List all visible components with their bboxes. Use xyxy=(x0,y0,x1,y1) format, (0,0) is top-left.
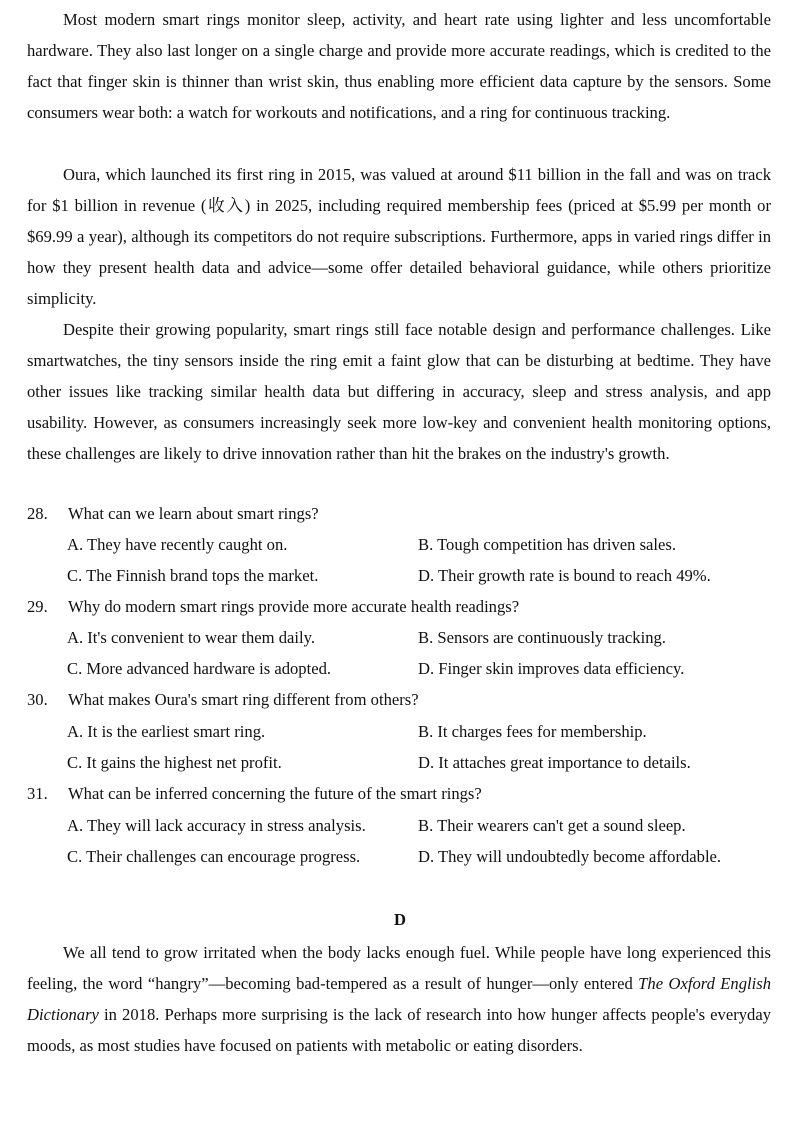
passage-d-text-before: We all tend to grow irritated when the body lacks enough fuel. While people have long experienced this feeling, the word “hangry”—becoming bad-tempered as a result of hunger—only entered xyxy=(27,943,771,993)
option-28-d[interactable]: D. Their growth rate is bound to reach 49%. xyxy=(418,566,711,585)
question-number: 28. xyxy=(27,504,48,523)
question-28 xyxy=(27,498,771,529)
question-stem: What makes Oura's smart ring different from others? xyxy=(68,690,419,709)
question-number: 30. xyxy=(27,690,48,709)
passage-paragraph-3-text: Despite their growing popularity, smart rings still face notable design and performance challenges. Like smartwatches, the tiny sensors inside the ring emit a faint glow that can be disturbing at bedtime. They have other issues like tracking similar health data but differing in accuracy, sleep and stress analysis, and app usability. However, as consumers increasingly seek more low-key and convenient health monitoring options, these challenges are likely to drive innovation rather than hit the brakes on the industry's growth. xyxy=(27,320,771,463)
passage-d-text-after: in 2018. Perhaps more surprising is the lack of research into how hunger affects people's everyday moods, as most studies have focused on patients with metabolic or eating disorders. xyxy=(27,1005,771,1055)
option-31-d[interactable]: D. They will undoubtedly become affordable. xyxy=(418,847,722,866)
question-stem: What can be inferred concerning the future of the smart rings? xyxy=(68,784,482,803)
dictionary-title: The Oxford English Dictionary xyxy=(27,974,772,1024)
passage-paragraph-1-text: Most modern smart rings monitor sleep, activity, and heart rate using lighter and less uncomfortable hardware. They also last longer on a single charge and provide more accurate readings, which is credited to the fact that finger skin is thinner than wrist skin, thus enabling more efficient data capture by the sensors. Some consumers wear both: a watch for workouts and notifications, and a ring for continuous tracking. xyxy=(27,10,771,122)
option-30-c[interactable]: C. It gains the highest net profit. xyxy=(67,753,282,772)
option-30-b[interactable]: B. It charges fees for membership. xyxy=(418,722,647,741)
question-31 xyxy=(27,778,771,809)
option-30-d[interactable]: D. It attaches great importance to details. xyxy=(418,753,691,772)
option-31-c[interactable]: C. Their challenges can encourage progress. xyxy=(67,847,361,866)
passage-paragraph-2 xyxy=(27,159,771,314)
option-29-b[interactable]: B. Sensors are continuously tracking. xyxy=(418,628,666,647)
question-stem: What can we learn about smart rings? xyxy=(68,504,319,523)
question-30 xyxy=(27,684,771,715)
question-number: 31. xyxy=(27,784,48,803)
option-29-d[interactable]: D. Finger skin improves data efficiency. xyxy=(418,659,685,678)
option-28-b[interactable]: B. Tough competition has driven sales. xyxy=(418,535,677,554)
question-stem: Why do modern smart rings provide more accurate health readings? xyxy=(68,597,520,616)
option-31-b[interactable]: B. Their wearers can't get a sound sleep. xyxy=(418,816,686,835)
question-29 xyxy=(27,591,771,622)
passage-paragraph-3 xyxy=(27,314,771,469)
option-31-a[interactable]: A. They will lack accuracy in stress analysis. xyxy=(67,816,366,835)
option-29-a[interactable]: A. It's convenient to wear them daily. xyxy=(67,628,315,647)
option-30-a[interactable]: A. It is the earliest smart ring. xyxy=(67,722,266,741)
passage-paragraph-1 xyxy=(27,4,771,128)
section-heading-d: D xyxy=(394,910,406,929)
question-number: 29. xyxy=(27,597,48,616)
option-29-c[interactable]: C. More advanced hardware is adopted. xyxy=(67,659,332,678)
option-28-c[interactable]: C. The Finnish brand tops the market. xyxy=(67,566,319,585)
passage-d-paragraph xyxy=(27,937,771,1061)
option-28-a[interactable]: A. They have recently caught on. xyxy=(67,535,288,554)
passage-paragraph-2-text: Oura, which launched its first ring in 2015, was valued at around $11 billion in the fall and was on track for $1 billion in revenue (收入) in 2025, including required membership fees (priced at $5.99 per month or $69.99 a year), although its competitors do not require subscriptions. Furthermore, apps in varied rings differ in how they present health data and advice—some offer detailed behavioral guidance, while others prioritize simplicity. xyxy=(27,165,771,308)
